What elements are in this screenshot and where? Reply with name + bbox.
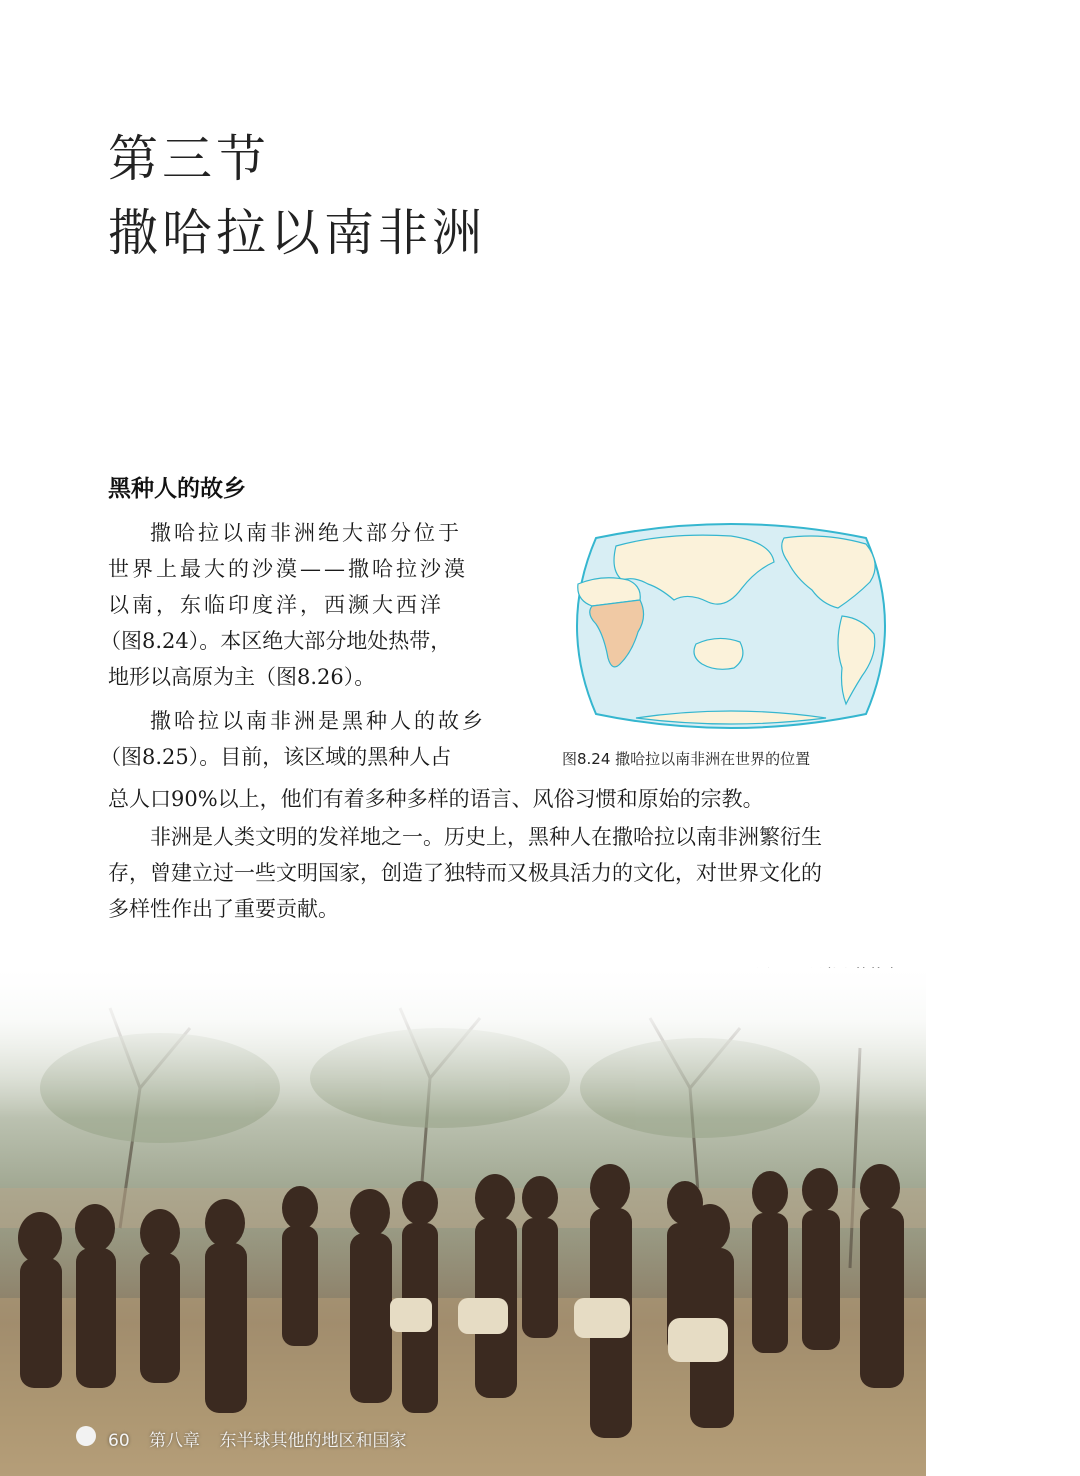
section-region-title: 撒哈拉以南非洲 (108, 204, 486, 262)
paragraph-1-line-2: 世界上最大的沙漠——撒哈拉沙漠 (108, 557, 468, 581)
chapter-label: 第八章 (149, 1431, 201, 1451)
page-footer (108, 1426, 420, 1451)
paragraph-1-line-4: （图8.24）。本区绝大部分地处热带， (100, 629, 452, 653)
paragraph-1-line-5: 地形以高原为主（图8.26）。 (108, 665, 376, 689)
world-map-figure (556, 518, 906, 734)
paragraph-1-line-3: 以南，东临印度洋，西濒大西洋 (108, 593, 444, 617)
dancers-photo (0, 968, 926, 1476)
figure-8-24-caption: 图8.24 撒哈拉以南非洲在世界的位置 (562, 750, 811, 768)
photo-top-fade (0, 968, 926, 1118)
paragraph-3-line-2: 存，曾建立过一些文明国家，创造了独特而又极具活力的文化，对世界文化的 (108, 861, 822, 885)
paragraph-1-line-1: 撒哈拉以南非洲绝大部分位于 (150, 521, 462, 545)
paragraph-3-line-1: 非洲是人类文明的发祥地之一。历史上，黑种人在撒哈拉以南非洲繁衍生 (150, 825, 822, 849)
section-number-title: 第三节 (108, 130, 270, 188)
ball (76, 1426, 96, 1446)
world-map (556, 518, 906, 734)
paragraph-2-line-3: 总人口90%以上，他们有着多种多样的语言、风俗习惯和原始的宗教。 (108, 787, 764, 811)
paragraph-2-line-2: （图8.25）。目前，该区域的黑种人占 (100, 745, 452, 769)
chapter-title: 东半球其他的地区和国家 (219, 1431, 407, 1451)
page-number: 60 (108, 1431, 130, 1451)
section-heading: 黑种人的故乡 (108, 476, 246, 502)
paragraph-3-line-3: 多样性作出了重要贡献。 (108, 897, 339, 921)
paragraph-2-line-1: 撒哈拉以南非洲是黑种人的故乡 (150, 709, 486, 733)
